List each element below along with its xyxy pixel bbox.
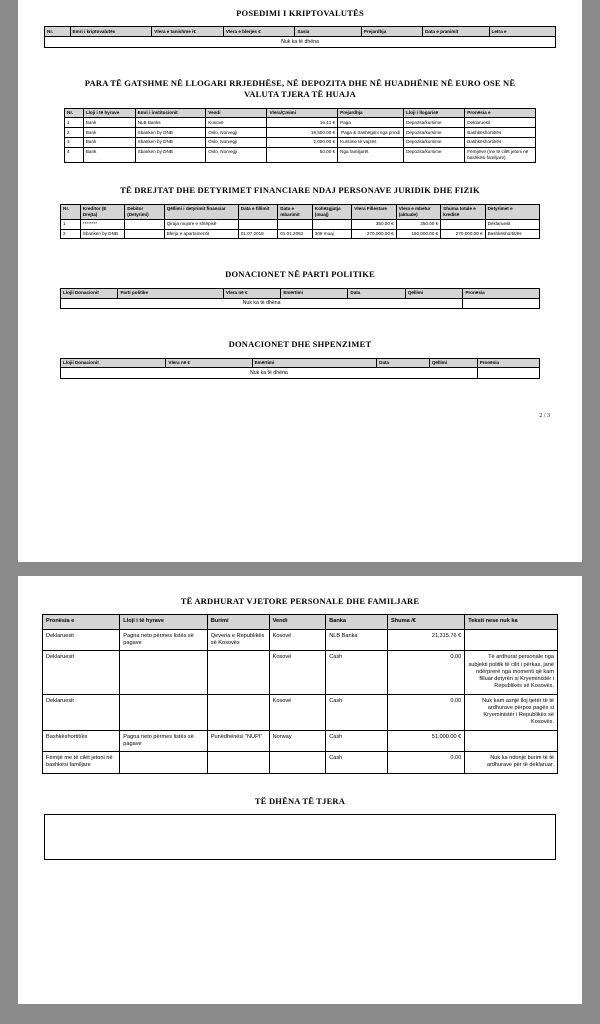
donations-expenses-table-wrapper [60, 358, 540, 379]
cell: Sbanken by DNB [80, 229, 124, 239]
cell: 01.01.2052 [278, 229, 313, 239]
table-row [65, 147, 536, 162]
cell: Sbanken by DNB [135, 128, 206, 138]
cell: Qeveria e Republikës së Kosovës [207, 629, 269, 651]
cell: Deklaruesit [485, 219, 539, 229]
cell: Punëdhënësi "NUPI" [207, 730, 269, 752]
table-header-row [61, 288, 540, 298]
table-row [45, 37, 556, 48]
cell: Deklaruesit [43, 694, 120, 730]
cell: 2,000.00 € [267, 137, 338, 147]
table-header-row [65, 108, 536, 118]
section-title-obligations: TË DREJTAT DHE DETYRIMET FINANCIARE NDAJ PERSONAVE JURIDIK DHE FIZIK [120, 185, 480, 196]
cell: Të ardhurat personale nga subjekti politik të cilit i përkas, janë ndërprerë nga momenti që kam filluar detyrën si Kryeministër i Republikës së Kosovës. [465, 651, 558, 694]
column-header: Prejardhja [338, 108, 404, 118]
cell [120, 694, 208, 730]
column-header: Vlera e blerjes € [223, 27, 295, 37]
cell: Cash [326, 651, 388, 694]
cell: 19,500.00 € [267, 128, 338, 138]
table-row [43, 651, 558, 694]
page-number: 2 / 3 [539, 412, 550, 419]
cell: Kursime të vajzës [338, 137, 404, 147]
column-header: Burimi [207, 615, 269, 629]
political-donations-table-wrapper [60, 288, 540, 309]
cell: Deklaruesit [43, 651, 120, 694]
column-header: Vlera e tanishme /€ [152, 27, 224, 37]
section-title-other-data: TË DHËNA TË TJERA [254, 795, 346, 806]
column-header: Data e pranimit [423, 27, 489, 37]
page-divider [0, 562, 600, 576]
cell: 4 [65, 147, 84, 162]
political-donations-table [60, 288, 540, 309]
column-header: Data e fillimit [238, 204, 278, 219]
column-header: Vlera Fillestare [352, 204, 396, 219]
cell: Paga [338, 118, 404, 128]
column-header: Emërtimi [252, 358, 377, 368]
column-header: Kohëzgjatja (muaj) [312, 204, 352, 219]
cell: 270,000.00 € [352, 229, 396, 239]
cell: Cash [326, 694, 388, 730]
cell: 0.00 [388, 694, 465, 730]
table-header-row [61, 358, 540, 368]
column-header: Shuma /€ [388, 615, 465, 629]
column-header: Lloji i të hyrave [120, 615, 208, 629]
cell [207, 752, 269, 774]
column-header: Llojii Donacionit [61, 358, 166, 368]
section-title-donations-expenses: DONACIONET DHE SHPENZIMET [228, 339, 372, 350]
cell: 16.41 € [267, 118, 338, 128]
column-header: Data e mbarimit [278, 204, 313, 219]
empty-state-text: Nuk ka të dhëna [45, 37, 556, 48]
cell: Pagna neto përmes listës së pagave [120, 730, 208, 752]
cell: NLB Banks [135, 118, 206, 128]
cell: 2 [61, 229, 81, 239]
cell: Oslo, Norvegji [206, 147, 267, 162]
cell: 50.00 € [267, 147, 338, 162]
cell: Bashkëshortit/ës [465, 128, 536, 138]
cell: 21,315.76 € [388, 629, 465, 651]
cell [465, 730, 558, 752]
crypto-table-wrapper [44, 26, 556, 47]
cell [207, 694, 269, 730]
column-header: Lloji i llogarisë [404, 108, 465, 118]
crypto-table [44, 26, 556, 47]
column-header: Nr. [65, 108, 84, 118]
cell: Cash [326, 752, 388, 774]
cell: Oslo, Norvegji [206, 137, 267, 147]
table-row [61, 219, 540, 229]
obligations-table [60, 204, 540, 240]
column-header: Pronësia [477, 358, 539, 368]
cell: Paga & trashëgimi nga prindi [338, 128, 404, 138]
column-header: Pronësia e [43, 615, 120, 629]
cash-table-wrapper [64, 108, 536, 163]
cell: 51,000.00 € [388, 730, 465, 752]
cash-table [64, 108, 536, 163]
cell: Oslo, Norvegji [206, 128, 267, 138]
cell: Deklaruesit [43, 629, 120, 651]
column-header: Banka [326, 615, 388, 629]
cell: Depozita/kursime [404, 128, 465, 138]
income-table-wrapper [42, 614, 558, 773]
column-header: Debitor (Detyrimi) [125, 204, 165, 219]
document-page-2 [18, 576, 582, 1004]
donations-expenses-table [60, 358, 540, 379]
cell: 309 muaj [312, 229, 352, 239]
section-title-crypto: POSEDIMI I KRIPTOVALUTËS [236, 8, 364, 18]
cell [120, 752, 208, 774]
cell [238, 219, 278, 229]
column-header: Sasia [295, 27, 361, 37]
cell [465, 629, 558, 651]
cell: 0.00 [388, 752, 465, 774]
empty-state-text: Nuk ka të dhëna [61, 368, 478, 379]
cell: Qiraja mujore e shtëpisë [164, 219, 238, 229]
cell: Bank [83, 118, 135, 128]
cell: Cash [326, 730, 388, 752]
cell: Deklaruesit [465, 118, 536, 128]
cell: Kosovë [269, 629, 326, 651]
cell: 0.00 [388, 651, 465, 694]
cell: 350.00 € [352, 219, 396, 229]
cell: Bank [83, 147, 135, 162]
column-header: Pronësia [463, 288, 540, 298]
column-header: Qëllimi i detyrimit financiar [164, 204, 238, 219]
cell: Fëmijëve (me të cilët jetoni në bashkësi familjare) [465, 147, 536, 162]
cell: Nuk ka ndonjë burim të të ardhurave për të deklaruar. [465, 752, 558, 774]
column-header: Emërtimi [281, 288, 348, 298]
table-header-row [45, 27, 556, 37]
cell: Kosovë [206, 118, 267, 128]
cell: Norway [269, 730, 326, 752]
cell [463, 298, 540, 309]
section-title-cash: PARA TË GATSHME NË LLOGARI RRJEDHËSE, NË DEPOZITA DHE NË HUADHËNIE NË EURO OSE NË VALUTA TJERA TË HUAJA [84, 77, 516, 100]
cell [269, 752, 326, 774]
column-header: Vlera/Çmimi [267, 108, 338, 118]
column-header: Letra e [489, 27, 555, 37]
cell [207, 651, 269, 694]
column-header: Detyrimet e [485, 204, 539, 219]
cell: 160,000.00 € [396, 229, 440, 239]
column-header: Prejardhja [361, 27, 422, 37]
table-row [43, 629, 558, 651]
table-header-row [43, 615, 558, 629]
cell: Pagna neto përmes listës së pagave [120, 629, 208, 651]
cell: Fëmijë me të cilët jetoni në bashkësi familjare [43, 752, 120, 774]
cell: 350.00 € [396, 219, 440, 229]
cell: Nuk kam asnjë lloj tjetër të të ardhurave përpos pagës si Kryeministër i Republikës së Kosovës. [465, 694, 558, 730]
section-title-political-donations: DONACIONET NË PARTI POLITIKE [225, 269, 375, 280]
cell [441, 219, 485, 229]
cell [125, 229, 165, 239]
column-header: Pronësia e [465, 108, 536, 118]
column-header: Llojii Donacionit [61, 288, 118, 298]
table-row [61, 229, 540, 239]
column-header: Nr. [45, 27, 71, 37]
column-header: Nr. [61, 204, 81, 219]
other-data-box [44, 814, 556, 860]
cell: Sbanken by DNB [135, 147, 206, 162]
cell: Bank [83, 137, 135, 147]
cell [477, 368, 539, 379]
column-header: Qëllimi [429, 358, 477, 368]
cell: Sbanken by DNB [135, 137, 206, 147]
column-header: Vendi [269, 615, 326, 629]
cell: 2 [65, 128, 84, 138]
cell: ******** [80, 219, 124, 229]
column-header: Kreditor (E Drejta) [80, 204, 124, 219]
column-header: Emri i institucionit [135, 108, 206, 118]
table-row [65, 137, 536, 147]
column-header: Vlera e mbetur (aktuale) [396, 204, 440, 219]
obligations-table-wrapper [60, 204, 540, 240]
document-page-1 [18, 0, 582, 562]
cell: Bashkëshortit/ës [43, 730, 120, 752]
cell: NLB Banka [326, 629, 388, 651]
column-header: Shuma totale e kredisë [441, 204, 485, 219]
cell: Depozita/kursime [404, 118, 465, 128]
section-title-annual-income: TË ARDHURAT VJETORE PERSONALE DHE FAMILJARE [180, 596, 420, 606]
table-row [43, 694, 558, 730]
column-header: Vendi [206, 108, 267, 118]
cell: Kosovë [269, 694, 326, 730]
cell [120, 651, 208, 694]
column-header: Parti politike [118, 288, 223, 298]
cell: 1 [65, 118, 84, 128]
cell: Blerja e apartamentit [164, 229, 238, 239]
empty-state-text: Nuk ka të dhëna [61, 298, 463, 309]
cell: 1 [61, 219, 81, 229]
income-table [42, 614, 558, 773]
column-header: Data [377, 358, 430, 368]
cell [312, 219, 352, 229]
cell: 01.07.2018 [238, 229, 278, 239]
cell: Depozita/kursime [404, 137, 465, 147]
column-header: Qëllimi [405, 288, 462, 298]
table-row [61, 298, 540, 309]
table-row [43, 730, 558, 752]
cell: Kosovë [269, 651, 326, 694]
cell: Depozita/kursime [404, 147, 465, 162]
cell: Bashkëshortit/ës [465, 137, 536, 147]
table-header-row [61, 204, 540, 219]
table-row [65, 118, 536, 128]
table-row [43, 752, 558, 774]
table-row [65, 128, 536, 138]
cell: 270,000.00 € [441, 229, 485, 239]
cell [125, 219, 165, 229]
cell [278, 219, 313, 229]
table-row [61, 368, 540, 379]
column-header: Vlera në € [166, 358, 252, 368]
cell: 3 [65, 137, 84, 147]
cell: Bank [83, 128, 135, 138]
column-header: Teksti nese nuk ka [465, 615, 558, 629]
column-header: Emri i kriptovalutës [70, 27, 152, 37]
cell: Nga familjarët [338, 147, 404, 162]
column-header: Lloji i të hyrave [83, 108, 135, 118]
cell: Bashkëshortit/ës [485, 229, 539, 239]
column-header: Data [348, 288, 405, 298]
column-header: Vlera në € [223, 288, 280, 298]
